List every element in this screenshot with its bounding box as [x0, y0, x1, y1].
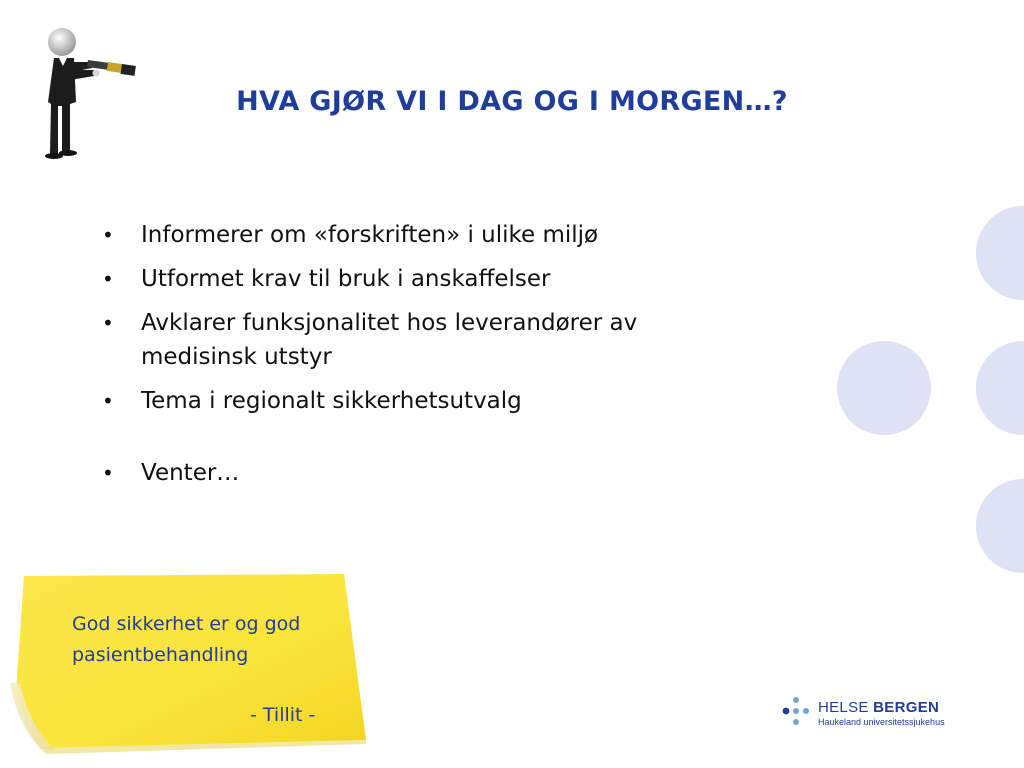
helse-bergen-logo: [780, 695, 970, 731]
decor-circle: [976, 341, 1024, 435]
bullet-list: [100, 218, 720, 500]
list-item: [100, 306, 720, 374]
bullet-icon: •: [102, 461, 114, 485]
bullet-text: Utformet krav til bruk i anskaffelser: [141, 266, 551, 292]
decor-circle: [976, 206, 1024, 300]
bullet-text: Tema i regionalt sikkerhetsutvalg: [141, 388, 522, 414]
list-item: [100, 384, 720, 418]
bullet-text: Avklarer funksjonalitet hos leverandører av medisinsk utstyr: [141, 310, 638, 370]
logo-subtitle: Haukeland universitetssjukehus: [818, 717, 945, 727]
list-item: [100, 456, 720, 490]
logo-name-light: HELSE: [818, 699, 869, 716]
list-item: [100, 218, 720, 252]
logo-name-bold: BERGEN: [873, 699, 940, 716]
sticky-note-signature: - Tillit -: [250, 704, 316, 726]
bullet-text: Venter…: [141, 460, 240, 486]
bullet-icon: •: [102, 267, 114, 291]
logo-dots-icon: [780, 695, 814, 731]
list-item: [100, 262, 720, 296]
bullet-icon: •: [102, 223, 114, 247]
bullet-icon: •: [102, 389, 114, 413]
slide-title: HVA GJØR VI I DAG OG I MORGEN…?: [236, 86, 788, 117]
bullet-icon: •: [102, 311, 114, 335]
bullet-text: Informerer om «forskriften» i ulike miljø: [141, 222, 599, 248]
decor-circle: [976, 479, 1024, 573]
decor-circle: [837, 341, 931, 435]
logo-name: [818, 699, 939, 716]
sticky-note-text: God sikkerhet er og god pasientbehandling: [72, 613, 301, 666]
